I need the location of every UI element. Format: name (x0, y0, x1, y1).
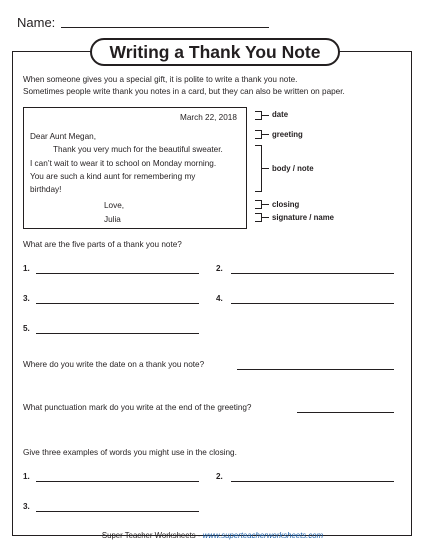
greeting-bracket-tick (262, 134, 269, 135)
question-greeting-punctuation: What punctuation mark do you write at the end of the greeting? (23, 403, 252, 412)
closing-answer-line-2[interactable] (231, 481, 394, 482)
intro-text (23, 74, 408, 98)
closing-bracket (255, 200, 262, 209)
letter-date: March 22, 2018 (180, 113, 237, 122)
footer-brand: Super Teacher Worksheets (101, 531, 196, 540)
date-bracket (255, 111, 262, 120)
answer-line-2[interactable] (231, 273, 394, 274)
footer-site-link[interactable]: www.superteacherworksheets.com (202, 531, 324, 540)
closing-bracket-tick (262, 204, 269, 205)
letter-body-line: Thank you very much for the beautiful sweater. (53, 145, 223, 154)
answer-line-date-location[interactable] (237, 369, 394, 370)
letter-body-line: I can’t wait to wear it to school on Monday morning. (30, 159, 217, 168)
intro-line: When someone gives you a special gift, it is polite to write a thank you note. (23, 75, 298, 84)
name-field[interactable] (61, 27, 269, 28)
body-bracket (255, 145, 262, 192)
title-banner (90, 38, 340, 66)
greeting-bracket (255, 130, 262, 139)
closing-answer-line-3[interactable] (36, 511, 199, 512)
label-date: date (272, 110, 289, 119)
letter-greeting: Dear Aunt Megan, (30, 132, 96, 141)
sample-letter (23, 107, 247, 229)
letter-closing: Love, (104, 201, 125, 210)
label-closing: closing (272, 200, 300, 209)
answer-number: 3. (23, 502, 30, 511)
letter-body-line: birthday! (30, 185, 62, 194)
answer-line-5[interactable] (36, 333, 199, 334)
label-body: body / note (272, 164, 314, 173)
answer-number: 5. (23, 324, 30, 333)
answer-line-1[interactable] (36, 273, 199, 274)
answer-number: 4. (216, 294, 223, 303)
date-bracket-tick (262, 115, 269, 116)
letter-signature: Julia (104, 215, 121, 224)
answer-number: 3. (23, 294, 30, 303)
label-greeting: greeting (272, 130, 303, 139)
question-date-location: Where do you write the date on a thank you note? (23, 360, 205, 369)
question-five-parts: What are the five parts of a thank you note? (23, 240, 182, 249)
page-title: Writing a Thank You Note (109, 41, 321, 62)
question-closing-words: Give three examples of words you might use in the closing. (23, 448, 237, 457)
label-signature: signature / name (272, 213, 334, 222)
signature-bracket-tick (262, 217, 269, 218)
closing-answer-line-1[interactable] (36, 481, 199, 482)
answer-number: 1. (23, 472, 30, 481)
answer-line-4[interactable] (231, 303, 394, 304)
signature-bracket (255, 213, 262, 222)
answer-line-punctuation[interactable] (297, 412, 394, 413)
intro-line: Sometimes people write thank you notes in a card, but they can also be written on paper. (23, 87, 345, 96)
answer-line-3[interactable] (36, 303, 199, 304)
footer (0, 531, 425, 540)
body-bracket-tick (262, 168, 269, 169)
answer-number: 2. (216, 264, 223, 273)
letter-body-line: You are such a kind aunt for remembering my (30, 172, 196, 181)
name-label: Name: (17, 15, 56, 30)
footer-separator: - (195, 531, 203, 540)
answer-number: 2. (216, 472, 223, 481)
answer-number: 1. (23, 264, 30, 273)
